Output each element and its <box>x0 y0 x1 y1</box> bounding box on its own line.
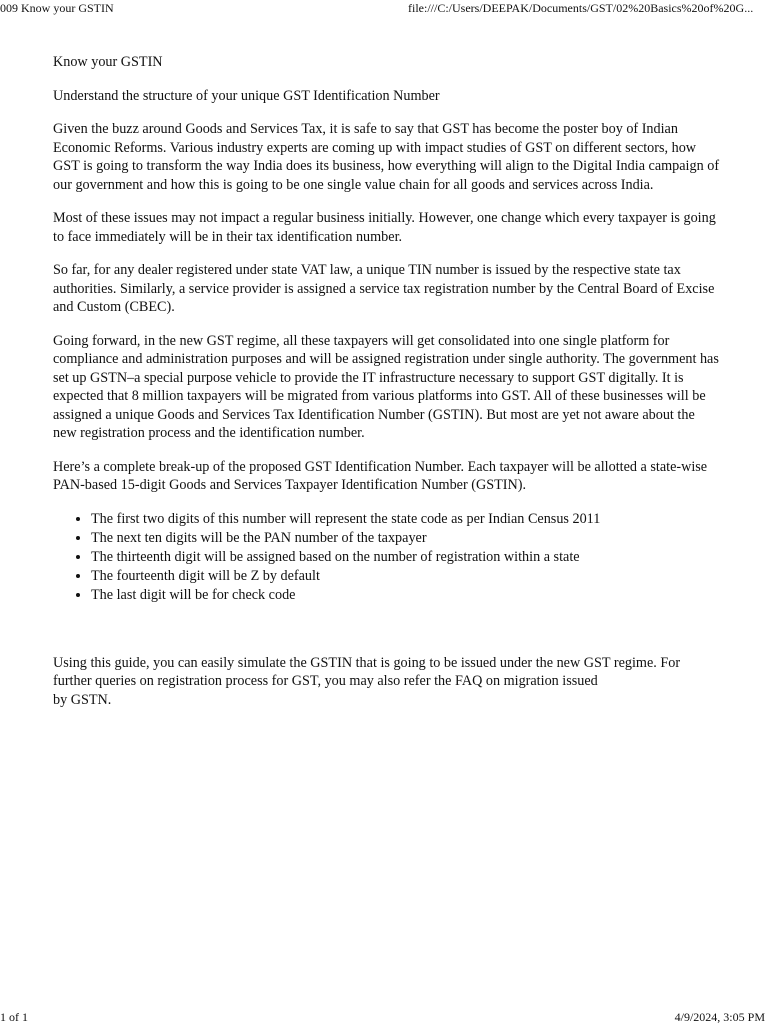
file-url-header: file:///C:/Users/DEEPAK/Documents/GST/02%20Basics%20of%20G... <box>408 1 754 15</box>
print-footer <box>0 1009 768 1024</box>
list-item: • The first two digits of this number will represent the state code as per Indian Census 2011 <box>91 510 721 529</box>
paragraph-breakup-intro: Here’s a complete break-up of the proposed GST Identification Number. Each taxpayer will be allotted a state-wise PAN-based 15-digit Goods and Services Taxpayer Identification Number (GSTIN). <box>53 458 708 493</box>
page-title-header: 009 Know your GSTIN <box>0 1 114 15</box>
paragraph-gst-buzz: Given the buzz around Goods and Services Tax, it is safe to say that GST has become the poster boy of Indian Economic Reforms. Various industry experts are coming up with impact studies of GST on different sectors, how GST is going to transform the way India does its business, how everything will align to the Digital India campaign of our government and how this is going to be one single value chain for all goods and services across India. <box>53 121 720 193</box>
print-header <box>0 0 768 16</box>
paragraph-vat-tin: So far, for any dealer registered under state VAT law, a unique TIN number is issued by the respective state tax authorities. Similarly, a service provider is assigned a service tax registration number by the Central Board of Excise and Custom (CBEC). <box>53 262 715 315</box>
paragraph-gst-regime: Going forward, in the new GST regime, all these taxpayers will get consolidated into one single platform for compliance and administration purposes and will be assigned registration under single authority. The government has set up GSTN–a special purpose vehicle to provide the IT infrastructure necessary to support GST digitally. It is expected that 8 million taxpayers will be migrated from various platforms into GST. All of these businesses will be assigned a unique Goods and Services Tax Identification Number (GSTIN). But most are yet not aware about the new registration process and the identification number. <box>53 332 719 441</box>
list-item: • The next ten digits will be the PAN number of the taxpayer <box>91 529 721 548</box>
list-item: • The fourteenth digit will be Z by default <box>91 567 721 586</box>
closing-text-end: by GSTN. <box>53 691 112 708</box>
list-item: • The last digit will be for check code <box>91 586 721 605</box>
closing-text: Using this guide, you can easily simulate the GSTIN that is going to be issued under the new GST regime. For further queries on registration process for GST, you may also refer the FAQ on migration issued <box>53 654 681 689</box>
page-count: 1 of 1 <box>0 1010 28 1024</box>
list-item: • The thirteenth digit will be assigned based on the number of registration within a state <box>91 548 721 567</box>
paragraph-impact: Most of these issues may not impact a regular business initially. However, one change which every taxpayer is going to face immediately will be in their tax identification number. <box>53 210 716 245</box>
closing-paragraph <box>53 654 721 710</box>
article-body <box>53 53 721 724</box>
article-subtitle: Understand the structure of your unique GST Identification Number <box>53 87 440 104</box>
gstin-breakup-list <box>53 510 721 605</box>
print-datetime: 4/9/2024, 3:05 PM <box>674 1010 765 1024</box>
article-title: Know your GSTIN <box>53 54 163 70</box>
